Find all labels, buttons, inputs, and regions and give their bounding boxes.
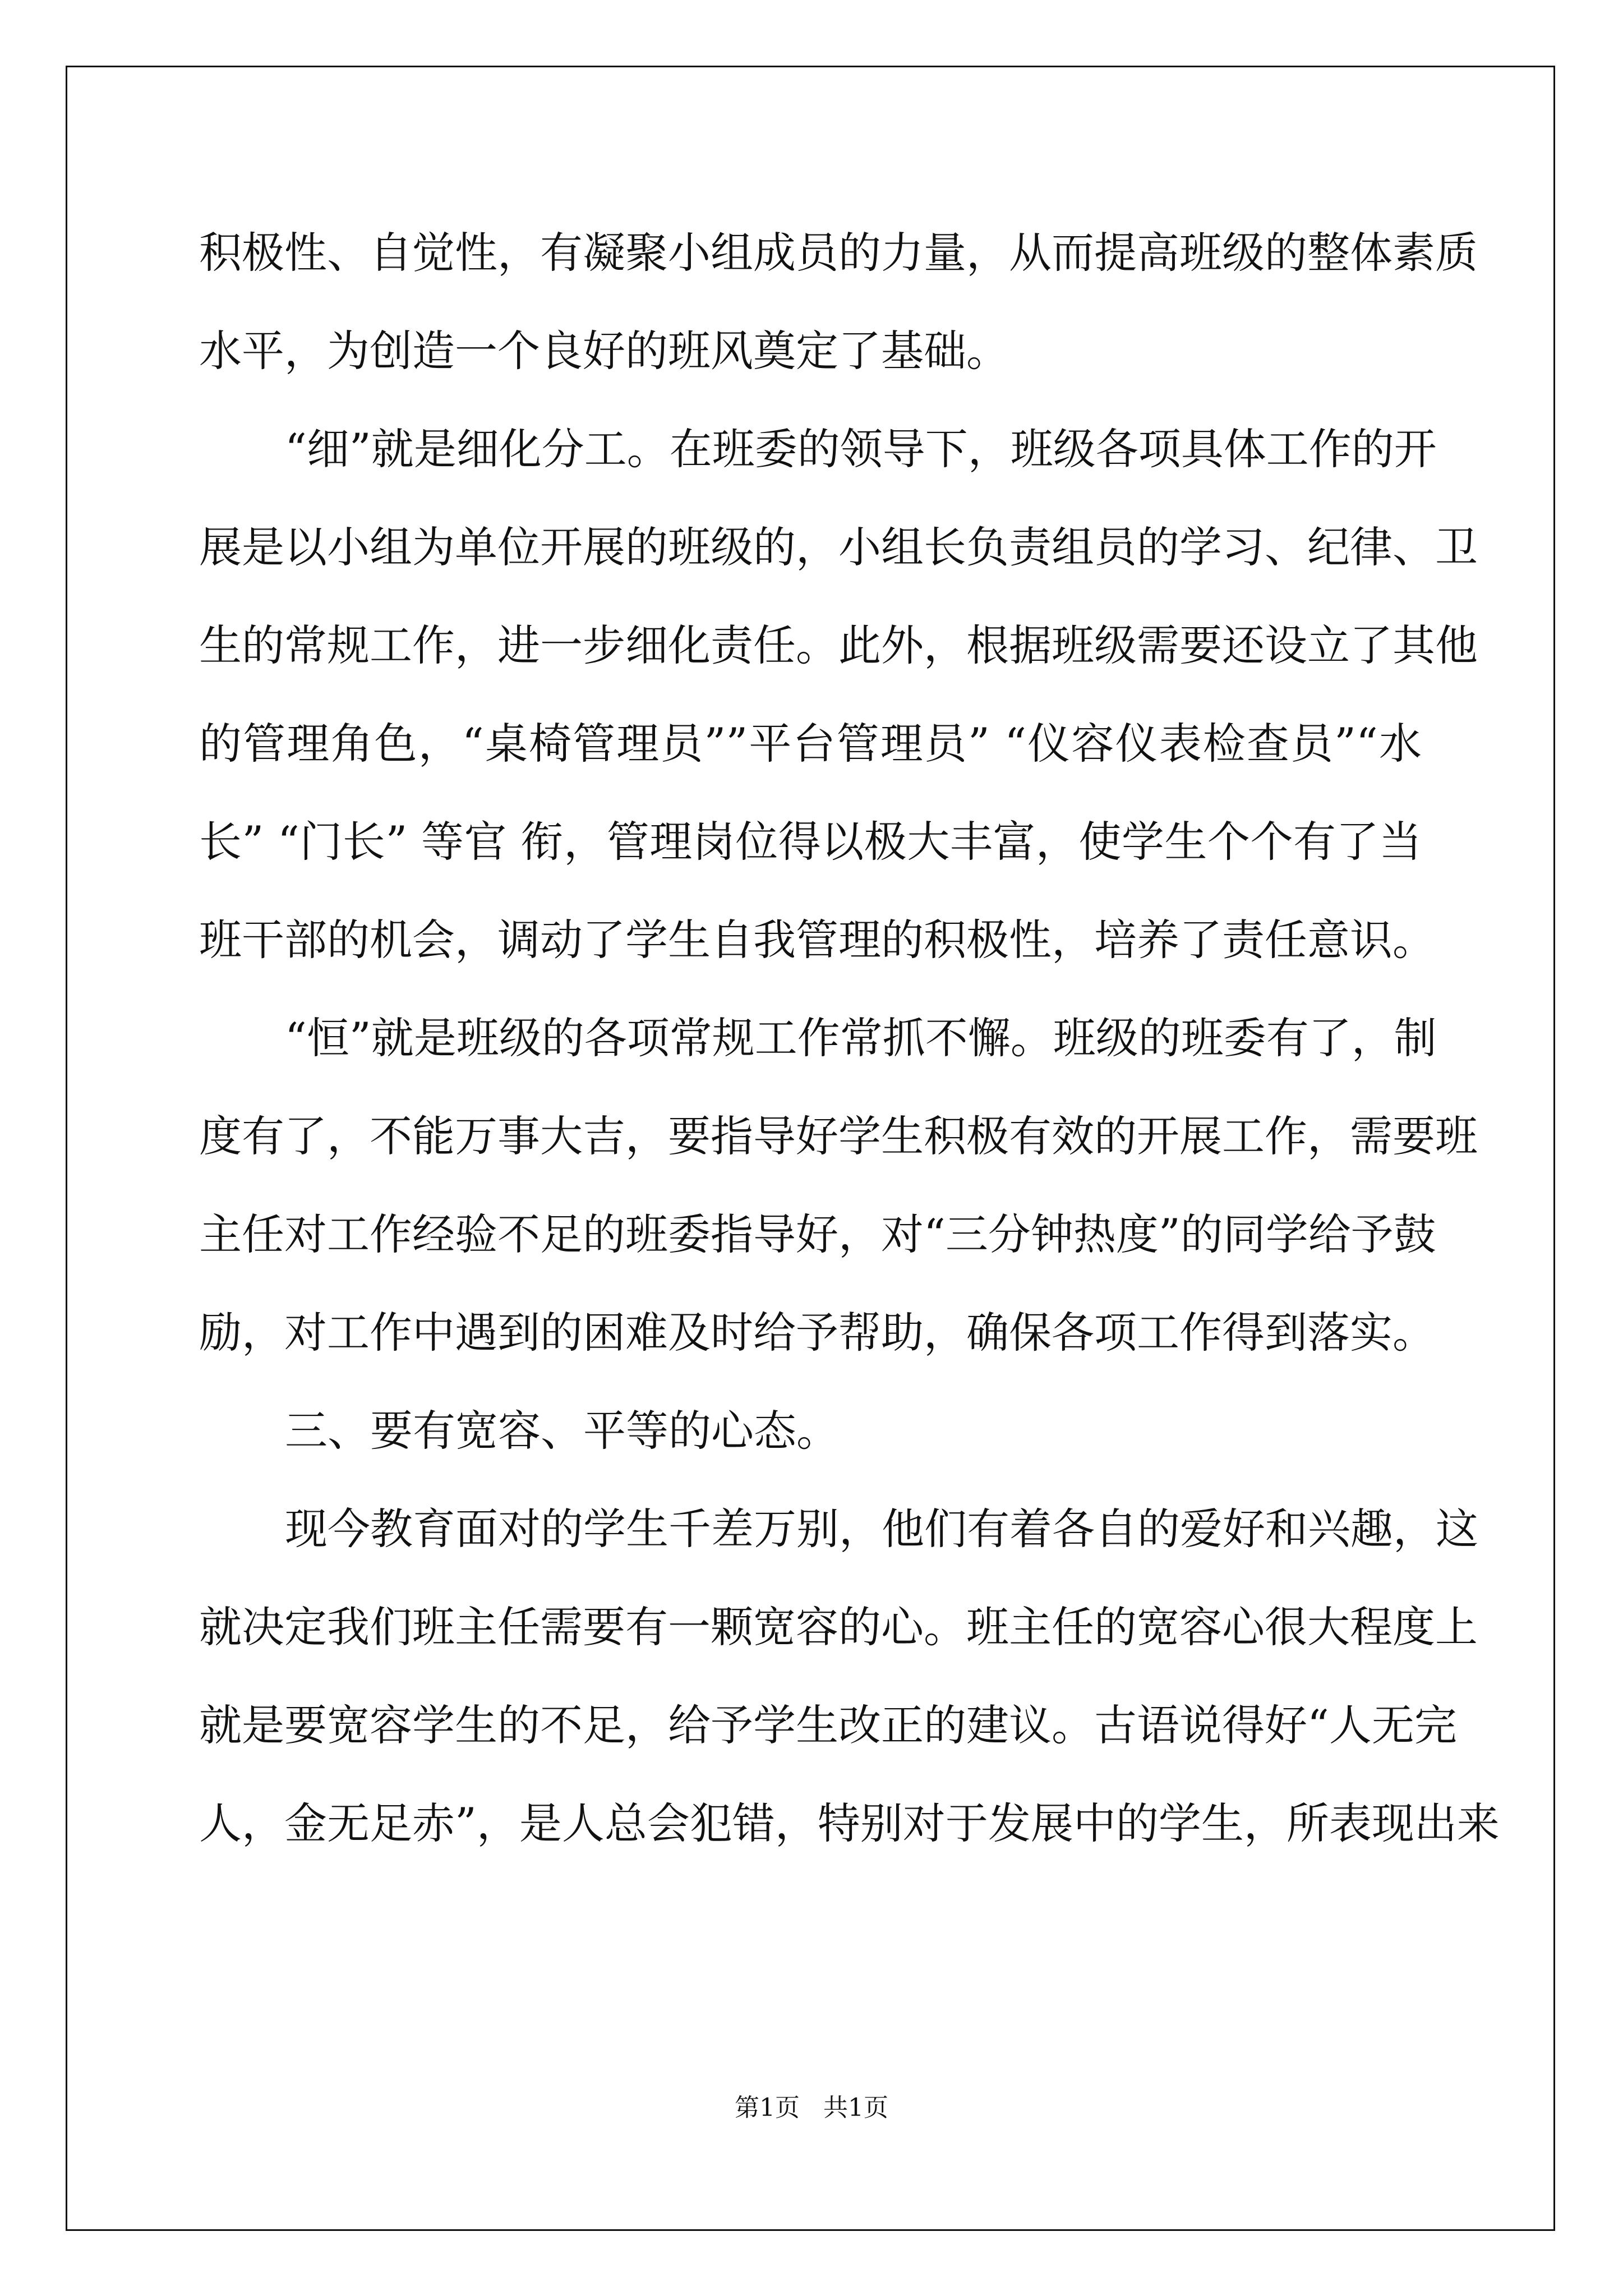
text-line: 生的常规工作，进一步细化责任。此外，根据班级需要还设立了其他	[199, 620, 1478, 670]
text-line: 班干部的机会，调动了学生自我管理的积极性，培养了责任意识。	[199, 915, 1435, 965]
text-line: 就决定我们班主任需要有一颗宽容的心。班主任的宽容心很大程度上	[199, 1602, 1478, 1652]
text-line: 度有了，不能万事大吉，要指导好学生积极有效的开展工作，需要班	[199, 1111, 1478, 1161]
text-line: 就是要宽容学生的不足，给予学生改正的建议。古语说得好“人无完	[199, 1700, 1457, 1750]
text-line: 的管理角色，“桌椅管理员””平台管理员” “仪容仪表检查员”“水	[199, 719, 1422, 769]
text-line: 展是以小组为单位开展的班级的，小组长负责组员的学习、纪律、卫	[199, 522, 1478, 572]
text-line: 积极性、自觉性，有凝聚小组成员的力量，从而提高班级的整体素质	[199, 228, 1478, 278]
text-line: 长” “门长” 等官 衔，管理岗位得以极大丰富，使学生个个有了当	[199, 817, 1422, 867]
text-line: 现今教育面对的学生千差万别，他们有着各自的爱好和兴趣，这	[285, 1504, 1478, 1554]
text-line: 水平，为创造一个良好的班风奠定了基础。	[199, 326, 1009, 376]
text-line: “细”就是细化分工。在班委的领导下，班级各项具体工作的开	[285, 424, 1437, 474]
text-line: 主任对工作经验不足的班委指导好，对“三分钟热度”的同学给予鼓	[199, 1209, 1436, 1259]
text-line: 励，对工作中遇到的困难及时给予帮助，确保各项工作得到落实。	[199, 1308, 1435, 1358]
page-number-footer: 第1页 共1页	[735, 2093, 888, 2122]
section-heading: 三、要有宽容、平等的心态。	[285, 1406, 839, 1456]
text-line: 人，金无足赤”，是人总会犯错，特别对于发展中的学生，所表现出来	[199, 1798, 1500, 1848]
text-line: “恒”就是班级的各项常规工作常抓不懈。班级的班委有了，制	[285, 1013, 1437, 1063]
